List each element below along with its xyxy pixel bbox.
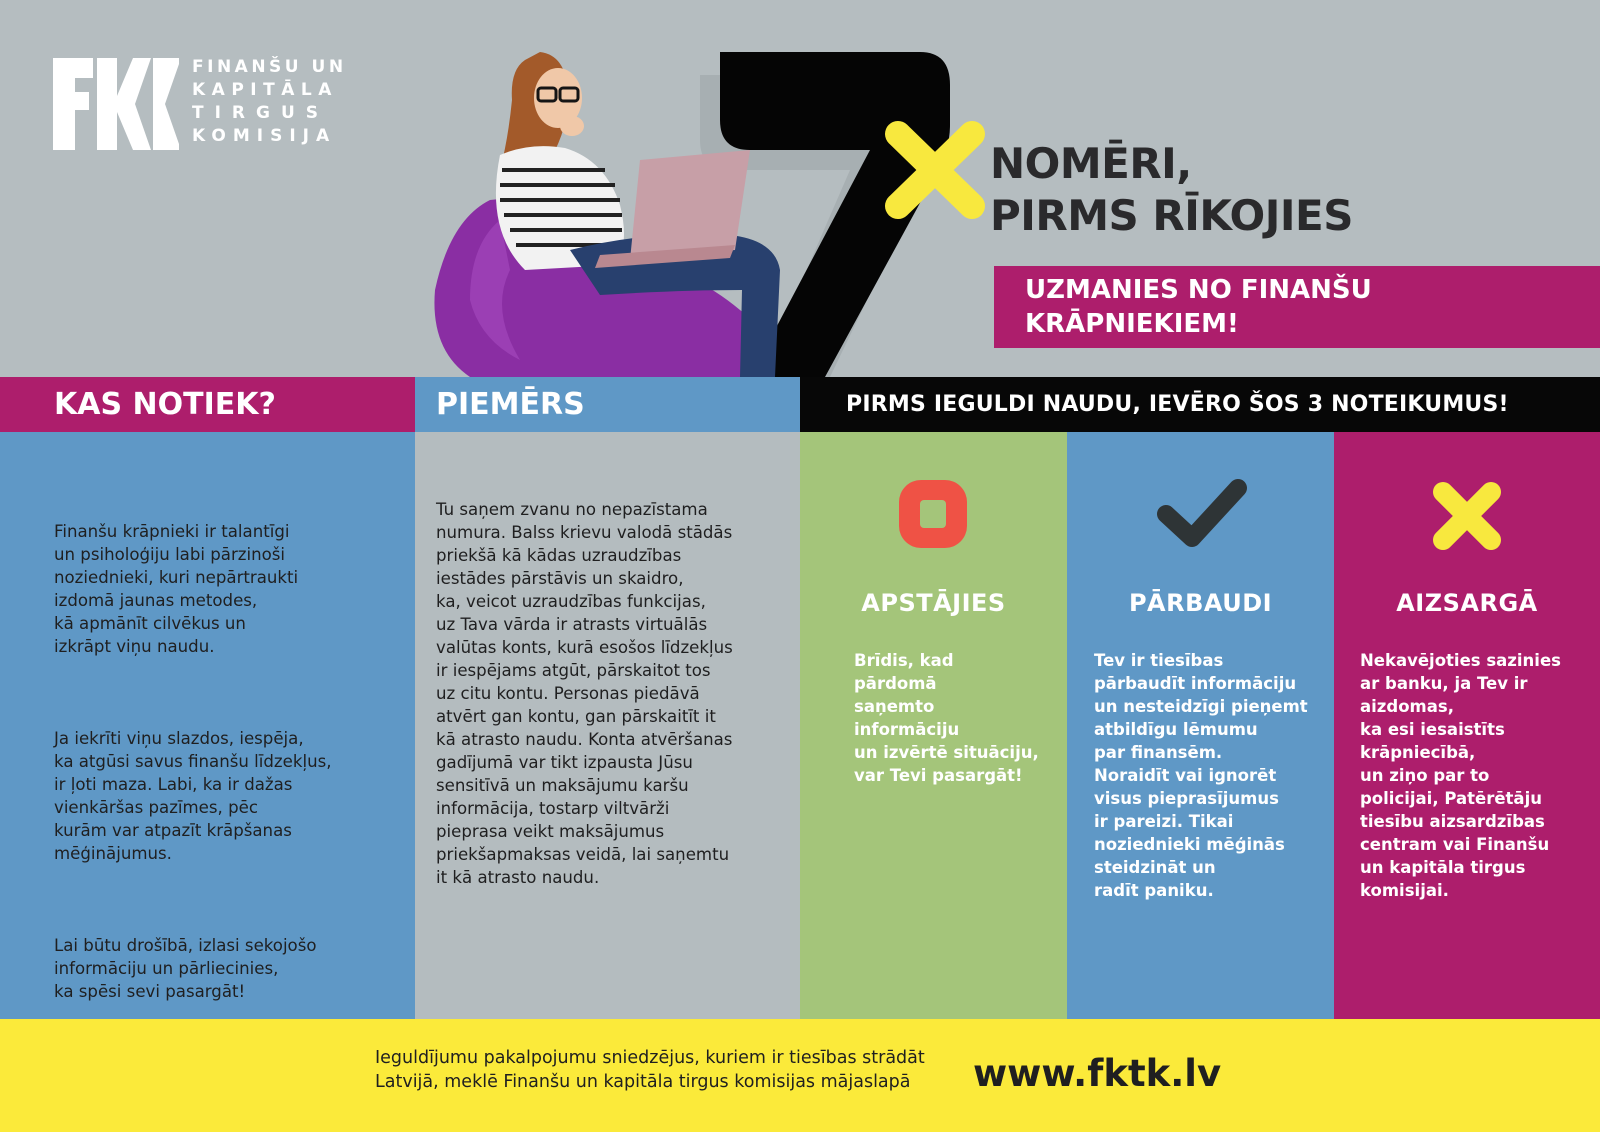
text-line: saņemto — [854, 697, 935, 716]
text-line: un nesteidzīgi pieņemt — [1094, 697, 1308, 716]
text-line: Noraidīt vai ignorēt — [1094, 766, 1277, 785]
text-line: informāciju — [854, 720, 960, 739]
text-line: informācija, tostarp viltvārži — [436, 799, 670, 818]
logo-line: KAPITĀLA — [192, 80, 338, 100]
text-line: priekšā kā kādas uzraudzības — [436, 546, 682, 565]
text-line: var Tevi pasargāt! — [854, 766, 1023, 785]
stop-octagon-icon — [895, 476, 971, 552]
headline-line: PIRMS RĪKOJIES — [990, 191, 1353, 240]
text-line: gadījumā var tikt izpausta Jūsu — [436, 753, 693, 772]
text-line: valūtas konts, kurā esošos līdzekļus — [436, 638, 733, 657]
headline-line: NOMĒRI, — [990, 139, 1192, 188]
logo-line: FINANŠU UN — [192, 57, 347, 77]
rule-stop-title: APSTĀJIES — [861, 589, 1006, 617]
rule-protect-text — [1360, 649, 1596, 902]
rule-check-title: PĀRBAUDI — [1128, 589, 1273, 617]
rule-stop-text — [854, 649, 1064, 787]
logo-line: KOMISIJA — [192, 126, 337, 146]
text-line: Ja iekrīti viņu slazdos, iespēja, — [54, 729, 304, 748]
text-line: visus pieprasījumus — [1094, 789, 1279, 808]
text-line: un kapitāla tirgus — [1360, 858, 1526, 877]
text-line: par finansēm. — [1094, 743, 1223, 762]
text-line: iestādes pārstāvis un skaidro, — [436, 569, 684, 588]
text-line: ka atgūsi savus finanšu līdzekļus, — [54, 752, 332, 771]
text-line: atvērt gan kontu, gan pārskaitīt it — [436, 707, 716, 726]
section-what-body — [54, 497, 404, 1026]
rules-header — [800, 377, 1600, 432]
text-line: uz citu kontu. Personas piedāvā — [436, 684, 700, 703]
text-line: kā atrasto naudu. Konta atvēršanas — [436, 730, 733, 749]
text-line: noziednieki mēģinās — [1094, 835, 1285, 854]
footer-text — [375, 1046, 925, 1094]
section-example-title: PIEMĒRS — [436, 387, 585, 422]
section-example-header — [415, 377, 800, 432]
text-line: atbildīgu lēmumu — [1094, 720, 1258, 739]
text-line: komisijai. — [1360, 881, 1449, 900]
text-line: sensitīvā un maksājumu karšu — [436, 776, 689, 795]
section-what-header — [0, 377, 415, 432]
logo-text — [192, 56, 347, 148]
text-line: Finanšu krāpnieki ir talantīgi — [54, 522, 290, 541]
text-line: kā apmānīt cilvēkus un — [54, 614, 246, 633]
text-line: un psiholoģiju labi pārzinoši — [54, 545, 286, 564]
text-line: un izvērtē situāciju, — [854, 743, 1039, 762]
text-line: vienkāršas pazīmes, pēc — [54, 798, 258, 817]
text-line: noziednieki, kuri nepārtraukti — [54, 568, 299, 587]
text-line: pārdomā — [854, 674, 937, 693]
text-line: izkrāpt viņu naudu. — [54, 637, 215, 656]
text-line: ir ļoti maza. Labi, ka ir dažas — [54, 775, 293, 794]
footer-line: Ieguldījumu pakalpojumu sniedzējus, kuriem ir tiesības strādāt — [375, 1048, 925, 1068]
text-line: ir pareizi. Tikai — [1094, 812, 1234, 831]
text-line: priekšapmaksas veidā, lai saņemtu — [436, 845, 730, 864]
text-line: informāciju un pārliecinies, — [54, 959, 279, 978]
text-line: ar banku, ja Tev ir — [1360, 674, 1528, 693]
text-line: krāpniecībā, — [1360, 743, 1476, 762]
text-line: ka esi iesaistīts — [1360, 720, 1505, 739]
rules-title: PIRMS IEGULDI NAUDU, IEVĒRO ŠOS 3 NOTEIKUMUS! — [846, 392, 1509, 417]
text-line: ir iespējams atgūt, pārskaitot tos — [436, 661, 711, 680]
text-line: centram vai Finanšu — [1360, 835, 1550, 854]
rule-protect-title: AIZSARGĀ — [1396, 589, 1538, 617]
logo-line: TIRGUS — [192, 103, 330, 123]
text-line: Lai būtu drošībā, izlasi sekojošo — [54, 936, 317, 955]
rule-check-text — [1094, 649, 1329, 902]
fktk-logo-mark — [53, 58, 179, 150]
text-line: Tev ir tiesības — [1094, 651, 1224, 670]
text-line: numura. Balss krievu valodā stādās — [436, 523, 733, 542]
warning-text — [1025, 273, 1372, 341]
text-line: radīt paniku. — [1094, 881, 1214, 900]
text-line: uz Tava vārda ir atrasts virtuālās — [436, 615, 708, 634]
footer-line: Latvijā, meklē Finanšu un kapitāla tirgus komisijas mājaslapā — [375, 1072, 911, 1092]
headline — [990, 138, 1510, 242]
checkmark-icon — [1154, 474, 1248, 554]
text-line: pieprasa veikt maksājumus — [436, 822, 665, 841]
text-line: steidzināt un — [1094, 858, 1216, 877]
section-example-body — [436, 498, 796, 889]
text-line: Nekavējoties sazinies — [1360, 651, 1561, 670]
footer-url-link[interactable]: www.fktk.lv — [973, 1052, 1222, 1095]
text-line: pārbaudīt informāciju — [1094, 674, 1297, 693]
text-line: mēģinājumus. — [54, 844, 172, 863]
text-line: un ziņo par to — [1360, 766, 1490, 785]
text-line: kurām var atpazīt krāpšanas — [54, 821, 292, 840]
text-line: Tu saņem zvanu no nepazīstama — [436, 500, 708, 519]
text-line: tiesību aizsardzības — [1360, 812, 1545, 831]
cross-icon — [1428, 478, 1506, 554]
section-what-title: KAS NOTIEK? — [54, 387, 276, 422]
warning-line: KRĀPNIEKIEM! — [1025, 309, 1239, 339]
text-line: it kā atrasto naudu. — [436, 868, 600, 887]
warning-line: UZMANIES NO FINANŠU — [1025, 275, 1372, 305]
text-line: izdomā jaunas metodes, — [54, 591, 258, 610]
text-line: ka, veicot uzraudzības funkcijas, — [436, 592, 706, 611]
yellow-x-icon — [880, 116, 990, 224]
text-line: Brīdis, kad — [854, 651, 954, 670]
text-line: policijai, Patērētāju — [1360, 789, 1542, 808]
text-line: ka spēsi sevi pasargāt! — [54, 982, 246, 1001]
text-line: aizdomas, — [1360, 697, 1454, 716]
